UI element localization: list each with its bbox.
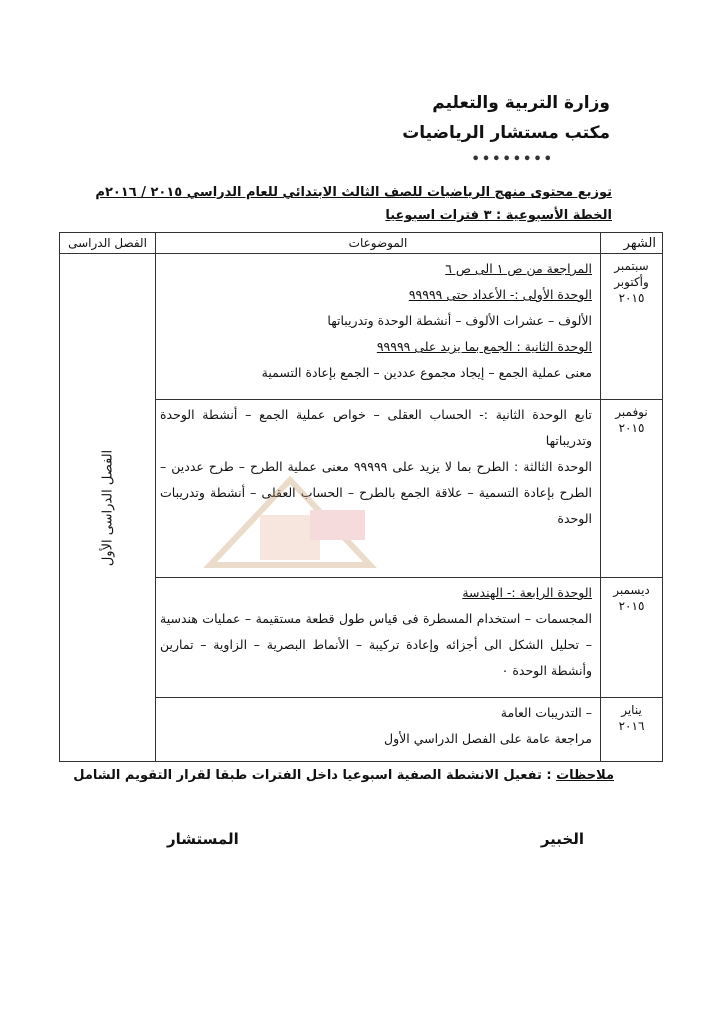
semester-cell	[60, 254, 156, 762]
watermark-logo	[200, 470, 380, 580]
month-year: ٢٠١٥	[618, 599, 645, 613]
topic-line: – التدريبات العامة	[500, 705, 592, 720]
notes-text: : تفعيل الانشطة الصفية اسبوعيا داخل الفترات طبقا لقرار التقويم الشامل	[73, 768, 552, 783]
topics-cell	[156, 578, 601, 698]
notes-label: ملاحظات	[556, 768, 614, 783]
topics-cell	[156, 254, 601, 400]
table-row	[60, 254, 663, 400]
topic-line: المراجعة من ص ١ الى ص ٦	[445, 261, 592, 276]
decorative-dots: ••••••••	[471, 152, 554, 167]
notes	[73, 768, 614, 783]
topics-cell	[156, 698, 601, 762]
header-month: الشهر	[601, 233, 663, 254]
month-cell	[601, 578, 663, 698]
topic-line: الألوف – عشرات الألوف – أنشطة الوحدة وتدريباتها	[327, 313, 592, 328]
weekly-plan: الخطة الأسبوعية : ٣ فترات اسبوعيا	[385, 208, 612, 223]
month-name: سبتمبر	[614, 259, 649, 273]
topic-line: الوحدة الأولى :- الأعداد حتى ٩٩٩٩٩	[408, 287, 592, 302]
month-year: ٢٠١٥	[618, 421, 645, 435]
month-name: نوفمبر	[615, 405, 648, 419]
ministry-name: وزارة التربية والتعليم	[432, 93, 610, 113]
header-topics: الموضوعات	[156, 233, 601, 254]
month-name: وأكتوبر	[614, 275, 649, 289]
table-header-row	[60, 233, 663, 254]
topic-line: الوحدة الثانية : الجمع بما يزيد على ٩٩٩٩٩	[376, 339, 592, 354]
topic-line: مراجعة عامة على الفصل الدراسي الأول	[384, 731, 592, 746]
document-title: توزيع محتوى منهج الرياضيات للصف الثالث الابتدائي للعام الدراسي ٢٠١٥ / ٢٠١٦م	[95, 185, 612, 200]
month-year: ٢٠١٦	[618, 719, 645, 733]
month-cell	[601, 254, 663, 400]
advisor-signature: المستشار	[167, 830, 239, 848]
month-name: ديسمبر	[613, 583, 650, 597]
semester-label: الفصل الدراسى الأول	[100, 449, 115, 566]
month-year: ٢٠١٥	[618, 291, 645, 305]
topic-line: الوحدة الرابعة :- الهندسة	[462, 585, 592, 600]
month-cell	[601, 698, 663, 762]
month-cell	[601, 400, 663, 578]
topic-line: معنى عملية الجمع – إيجاد مجموع عددين – الجمع بإعادة التسمية	[261, 365, 592, 380]
expert-signature: الخبير	[540, 830, 584, 848]
header-semester: الفصل الدراسى	[60, 233, 156, 254]
topic-line: الوحدة الثالثة : الطرح بما لا يزيد على ٩٩٩٩٩ معنى عملية الطرح – طرح عددين – الطرح بإعادة التسمية – علاقة الجمع بالطرح – الحساب العقلى – أنشطة وتدريبات الوحدة	[160, 459, 593, 526]
office-name: مكتب مستشار الرياضيات	[402, 123, 610, 143]
topic-line: تابع الوحدة الثانية :- الحساب العقلى – خواص عملية الجمع – أنشطة الوحدة وتدريباتها	[160, 407, 592, 448]
month-name: يناير	[621, 703, 642, 717]
topic-line: المجسمات – استخدام المسطرة فى قياس طول قطعة مستقيمة – عمليات هندسية – تحليل الشكل الى أجزائه وإعادة تركيبة – الأنماط البصرية – الزاوية – تمارين وأنشطة الوحدة ٠	[160, 611, 592, 678]
